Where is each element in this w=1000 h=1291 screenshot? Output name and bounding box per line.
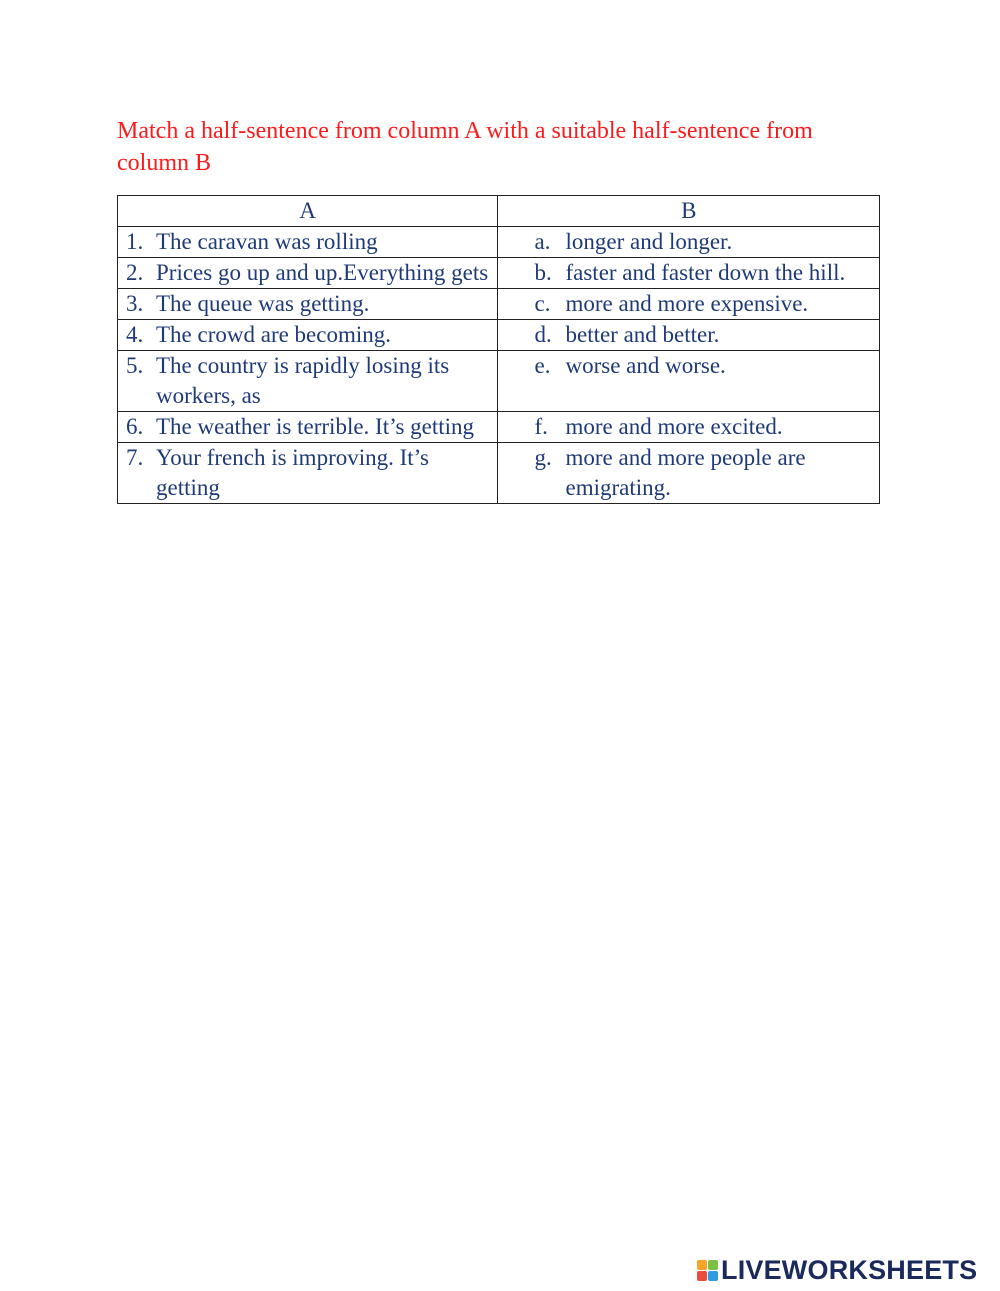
- item-letter: d.: [534, 322, 552, 347]
- logo-text: LIVEWORKSHEETS: [721, 1254, 978, 1285]
- table-header-row: [118, 196, 880, 227]
- item-letter: a.: [534, 229, 551, 254]
- column-a-cell: [118, 412, 498, 443]
- column-b-cell: [498, 443, 880, 504]
- table-row: [118, 443, 880, 504]
- column-a-cell: [118, 443, 498, 504]
- instruction-text: Match a half-sentence from column A with a suitable half-sentence from column B: [117, 118, 813, 176]
- logo-mark-icon: [697, 1260, 718, 1281]
- item-letter: f.: [534, 414, 548, 439]
- column-b-cell: [498, 412, 880, 443]
- column-b-cell: [498, 289, 880, 320]
- half-sentence-b: more and more excited.: [565, 414, 783, 439]
- column-b-cell: [498, 351, 880, 412]
- table-row: [118, 412, 880, 443]
- logo-mark-tile: [708, 1260, 718, 1270]
- liveworksheets-logo: [697, 1255, 977, 1285]
- table-row: [118, 227, 880, 258]
- half-sentence-b: longer and longer.: [565, 229, 733, 254]
- item-letter: b.: [534, 260, 552, 285]
- table-body: [118, 227, 880, 504]
- item-number: 1.: [126, 229, 144, 254]
- half-sentence-a: The queue was getting.: [156, 291, 370, 316]
- half-sentence-a: The crowd are becoming.: [156, 322, 392, 347]
- half-sentence-b: more and more expensive.: [565, 291, 809, 316]
- column-a-cell: [118, 258, 498, 289]
- table-row: [118, 289, 880, 320]
- column-a-cell: [118, 351, 498, 412]
- table-row: [118, 351, 880, 412]
- table-row: [118, 258, 880, 289]
- item-number: 6.: [126, 414, 144, 439]
- column-a-cell: [118, 320, 498, 351]
- column-a-header: A: [118, 196, 498, 227]
- column-b-cell: [498, 320, 880, 351]
- half-sentence-b: better and better.: [565, 322, 720, 347]
- column-b-header: B: [498, 196, 880, 227]
- half-sentence-a: Prices go up and up.Everything gets: [156, 260, 489, 285]
- column-a-cell: [118, 289, 498, 320]
- matching-table: [117, 195, 880, 504]
- half-sentence-b: faster and faster down the hill.: [565, 260, 846, 285]
- half-sentence-a: Your french is improving. It’s getting: [156, 445, 430, 500]
- item-number: 4.: [126, 322, 144, 347]
- logo-mark-tile: [697, 1260, 707, 1270]
- item-number: 2.: [126, 260, 144, 285]
- item-letter: e.: [534, 353, 551, 378]
- item-number: 5.: [126, 353, 144, 378]
- half-sentence-b: more and more people are emigrating.: [565, 445, 806, 500]
- item-number: 3.: [126, 291, 144, 316]
- half-sentence-a: The country is rapidly losing its workers, as: [156, 353, 450, 408]
- half-sentence-a: The weather is terrible. It’s getting: [156, 414, 475, 439]
- half-sentence-b: worse and worse.: [565, 353, 726, 378]
- logo-mark-tile: [697, 1271, 707, 1281]
- logo-mark-tile: [708, 1271, 718, 1281]
- item-letter: c.: [534, 291, 551, 316]
- column-a-cell: [118, 227, 498, 258]
- half-sentence-a: The caravan was rolling: [156, 229, 378, 254]
- column-b-cell: [498, 258, 880, 289]
- column-b-cell: [498, 227, 880, 258]
- table-row: [118, 320, 880, 351]
- item-letter: g.: [534, 445, 552, 470]
- item-number: 7.: [126, 445, 144, 470]
